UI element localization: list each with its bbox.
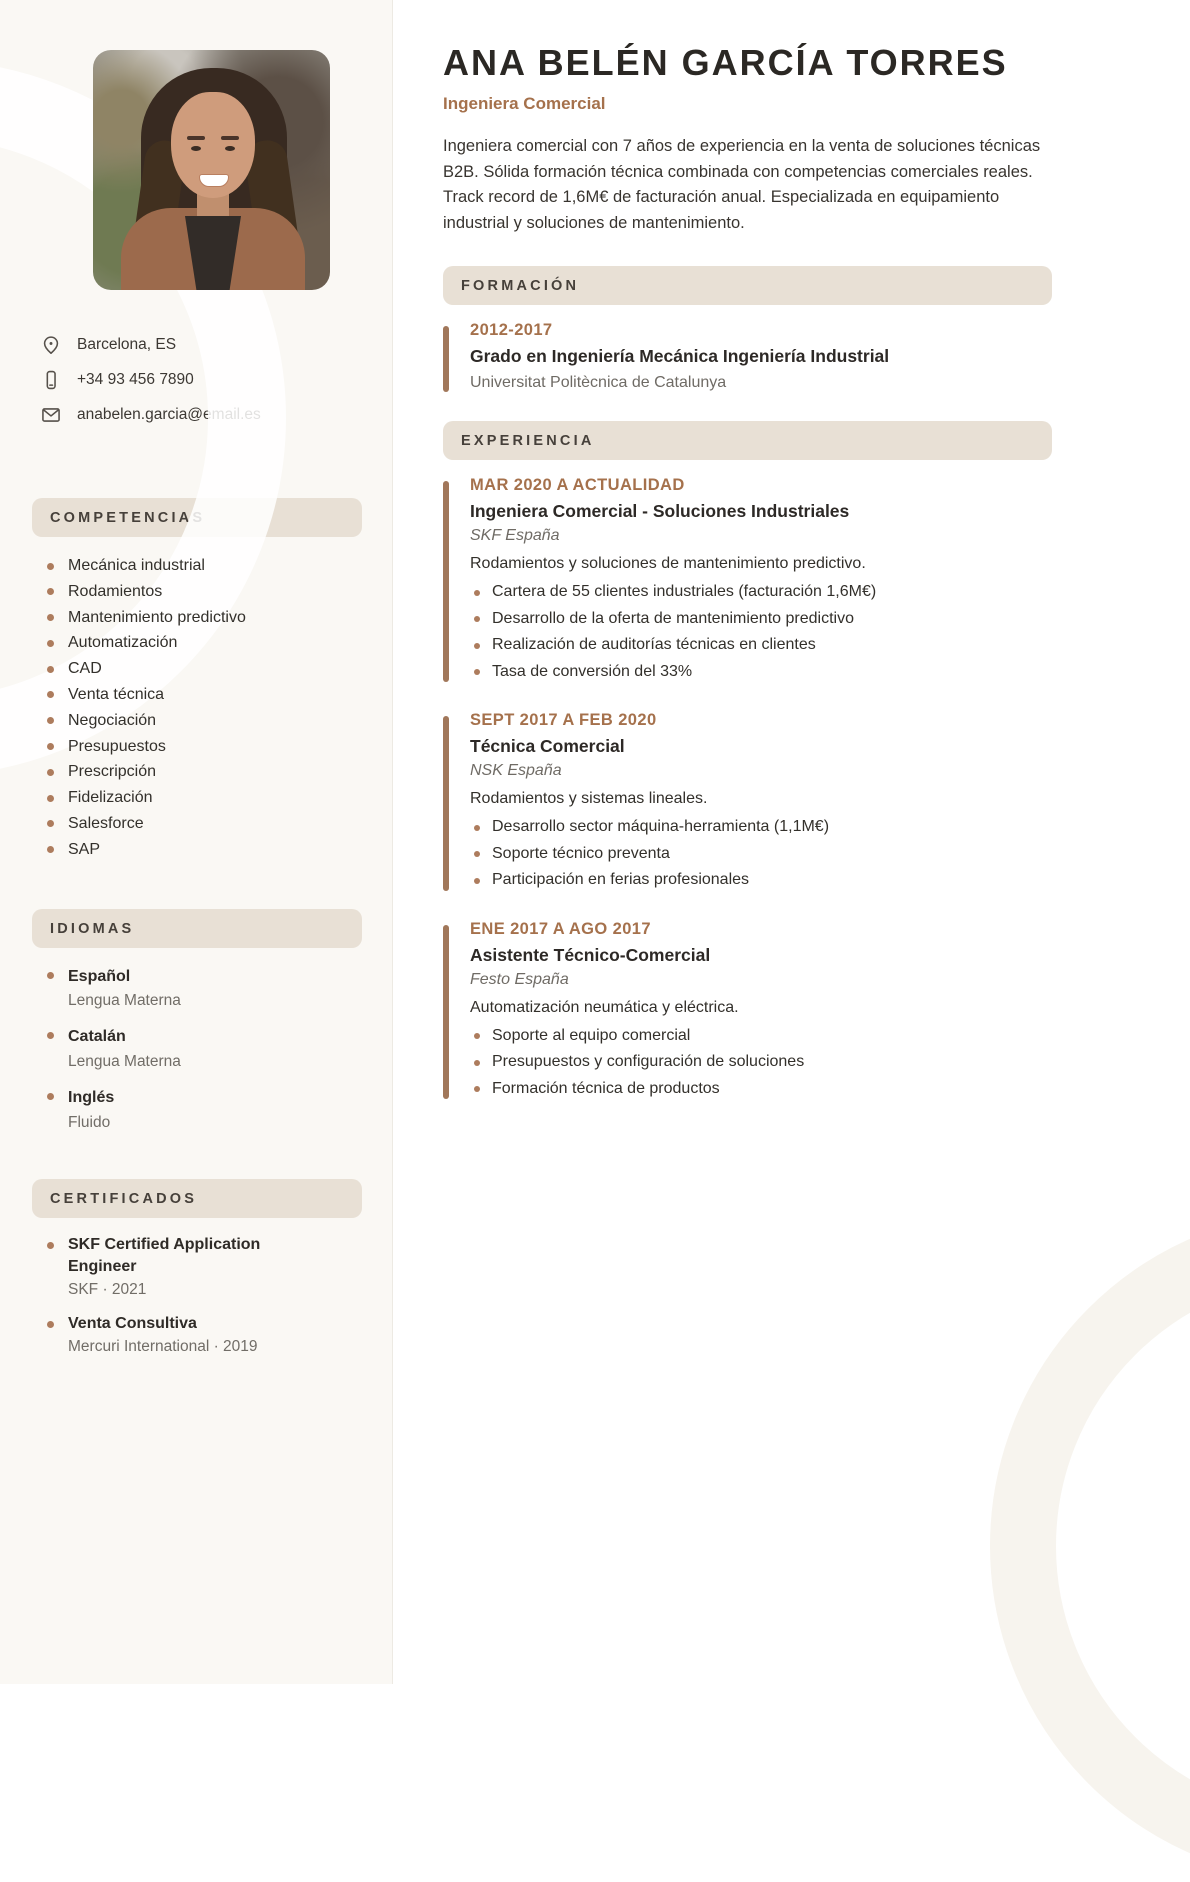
certificate-meta: Mercuri International · 2019 (68, 1337, 258, 1355)
certificate-name: Venta Consultiva (68, 1314, 197, 1332)
section-header-experiencia: EXPERIENCIA (443, 421, 1052, 460)
skill-item: Mantenimiento predictivo (40, 605, 362, 631)
contact-list (40, 334, 362, 426)
skill-item: Salesforce (40, 811, 362, 837)
language-item (40, 1024, 362, 1072)
experience-entry (443, 920, 1052, 1103)
page-title: ANA BELÉN GARCÍA TORRES (443, 42, 1008, 83)
language-level: Fluido (68, 1113, 111, 1131)
section-header-certificados: CERTIFICADOS (32, 1179, 362, 1218)
job-summary: Automatización neumática y eléctrica. (470, 998, 739, 1016)
language-name: Español (68, 967, 131, 985)
education-period: 2012-2017 (470, 321, 553, 339)
profile-photo (93, 50, 330, 290)
job-summary: Rodamientos y sistemas lineales. (470, 790, 708, 807)
job-title: Ingeniera Comercial - Soluciones Industriales (470, 501, 850, 521)
job-period: SEPT 2017 A FEB 2020 (470, 711, 657, 729)
job-bullet: Soporte técnico preventa (470, 841, 1052, 868)
job-bullet: Realización de auditorías técnicas en clientes (470, 632, 1052, 659)
skill-item: Mecánica industrial (40, 553, 362, 579)
language-level: Lengua Materna (68, 1053, 181, 1071)
language-item (40, 964, 362, 1012)
job-bullets (470, 579, 1052, 685)
main-column (393, 0, 1190, 1684)
job-bullets (470, 814, 1052, 894)
section-header-competencias: COMPETENCIAS (32, 498, 362, 537)
job-company: Festo España (470, 970, 569, 988)
language-name: Catalán (68, 1028, 126, 1046)
photo-face (171, 92, 255, 198)
job-period: MAR 2020 A ACTUALIDAD (470, 476, 685, 494)
job-period: ENE 2017 A AGO 2017 (470, 919, 651, 938)
job-bullet: Presupuestos y configuración de soluciones (470, 1049, 1052, 1076)
job-bullet: Participación en ferias profesionales (470, 867, 1052, 894)
languages-list (40, 964, 362, 1133)
contact-phone-text: +34 93 456 7890 (77, 371, 194, 388)
certificate-meta: SKF · 2021 (68, 1280, 147, 1298)
skill-item: CAD (40, 656, 362, 682)
job-company: NSK España (470, 762, 562, 779)
experience-entries (443, 476, 1052, 1102)
contact-phone (40, 369, 362, 391)
language-name: Inglés (68, 1089, 115, 1107)
skill-item: Venta técnica (40, 682, 362, 708)
certificate-name: SKF Certified Application Engineer (68, 1235, 261, 1275)
skill-item: Rodamientos (40, 579, 362, 605)
education-school: Universitat Politècnica de Catalunya (470, 374, 727, 391)
language-level: Lengua Materna (68, 992, 181, 1010)
sidebar (0, 0, 393, 1684)
profile-summary: Ingeniera comercial con 7 años de experiencia en la venta de soluciones técnicas B2B. Sólida formación técnica combinada con competencias comerciales reales. Track record de 1,6M€ de facturación anual. Especializada en equipamiento industrial y soluciones de mantenimiento. (443, 137, 1041, 232)
job-bullet: Desarrollo sector máquina-herramienta (1,1M€) (470, 814, 1052, 841)
education-entries (443, 321, 1052, 395)
skill-item: SAP (40, 837, 362, 863)
contact-email-text: anabelen.garcia@email.es (77, 406, 261, 423)
skill-item: Fidelización (40, 785, 362, 811)
education-degree: Grado en Ingeniería Mecánica Ingeniería Industrial (470, 346, 890, 366)
contact-location-text: Barcelona, ES (77, 336, 177, 353)
job-bullet: Desarrollo de la oferta de mantenimiento predictivo (470, 606, 1052, 633)
smartphone-icon (40, 369, 62, 391)
skill-item: Negociación (40, 708, 362, 734)
envelope-icon (40, 404, 62, 426)
contact-email (40, 404, 362, 426)
certificate-item (40, 1313, 362, 1357)
skill-item: Prescripción (40, 759, 362, 785)
skill-item: Presupuestos (40, 734, 362, 760)
job-role-subtitle: Ingeniera Comercial (443, 94, 606, 113)
experience-entry (443, 476, 1052, 685)
section-header-formacion: FORMACIÓN (443, 266, 1052, 305)
job-company: SKF España (470, 527, 560, 544)
certificates-list (40, 1234, 362, 1357)
skill-item: Automatización (40, 630, 362, 656)
job-title: Técnica Comercial (470, 736, 625, 756)
experience-entry (443, 711, 1052, 894)
job-bullet: Tasa de conversión del 33% (470, 659, 1052, 686)
education-entry (443, 321, 1052, 395)
contact-location (40, 334, 362, 356)
job-summary: Rodamientos y soluciones de mantenimiento predictivo. (470, 555, 866, 572)
skills-list (40, 553, 362, 863)
job-bullet: Formación técnica de productos (470, 1076, 1052, 1103)
location-pin-icon (40, 334, 62, 356)
job-bullet: Soporte al equipo comercial (470, 1023, 1052, 1050)
language-item (40, 1085, 362, 1133)
section-header-idiomas: IDIOMAS (32, 909, 362, 948)
job-bullet: Cartera de 55 clientes industriales (facturación 1,6M€) (470, 579, 1052, 606)
job-bullets (470, 1023, 1052, 1103)
job-title: Asistente Técnico-Comercial (470, 944, 711, 965)
certificate-item (40, 1234, 362, 1300)
